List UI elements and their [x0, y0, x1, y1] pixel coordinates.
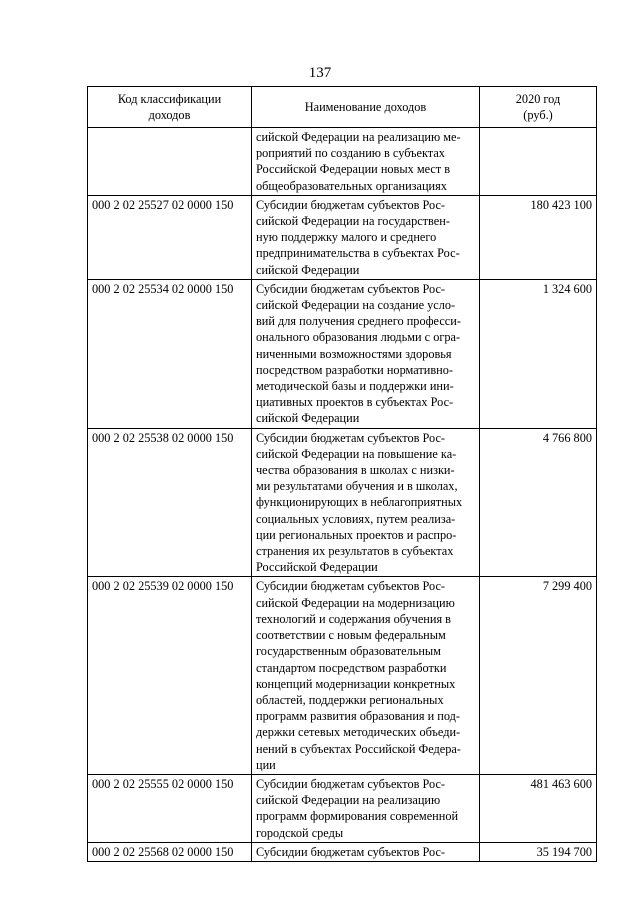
row-name-line: Российской Федерации — [256, 560, 378, 575]
header-code — [88, 87, 252, 128]
row-name-line: функционирующих в неблагоприятных — [256, 495, 463, 510]
row-amount: 4 766 800 — [480, 428, 597, 577]
table-row — [88, 195, 597, 279]
row-amount: 481 463 600 — [480, 774, 597, 842]
row-name-line: Субсидии бюджетам субъектов Рос- — [256, 844, 446, 859]
header-year-line-2: (руб.) — [523, 108, 553, 122]
row-amount: 1 324 600 — [480, 279, 597, 428]
row-code: 000 2 02 25527 02 0000 150 — [88, 195, 252, 279]
header-code-line-1: Код классификации — [117, 91, 222, 106]
row-name-line: ниченными возможностями здоровья — [256, 346, 452, 361]
row-code: 000 2 02 25534 02 0000 150 — [88, 279, 252, 428]
table-header-row — [88, 87, 597, 128]
row-name-line: Российской Федерации новых мест в — [256, 162, 451, 177]
row-name — [252, 774, 480, 842]
row-name-line: сийской Федерации на реализацию ме- — [256, 130, 461, 144]
row-name-line: Субсидии бюджетам субъектов Рос- — [256, 430, 446, 445]
header-code-line-2: доходов — [148, 108, 191, 122]
row-name-line: ную поддержку малого и среднего — [256, 230, 437, 245]
row-name-line: областей, поддержки региональных — [256, 692, 444, 707]
row-name-line: ции региональных проектов и распро- — [256, 527, 457, 542]
row-code — [88, 128, 252, 196]
row-name-line: Субсидии бюджетам субъектов Рос- — [256, 197, 446, 212]
header-year — [480, 87, 597, 128]
row-name-line: нений в субъектах Российской Федера- — [256, 741, 461, 756]
row-name-line: Субсидии бюджетам субъектов Рос- — [256, 776, 446, 791]
row-name-line: программ развития образования и под- — [256, 709, 461, 724]
row-name-line: государственным образовательным — [256, 644, 441, 659]
row-name — [252, 195, 480, 279]
table-row — [88, 428, 597, 577]
header-year-line-1: 2020 год — [515, 91, 561, 106]
row-name-line: программ формирования современной — [256, 809, 459, 824]
row-amount — [480, 128, 597, 196]
row-name-line: сийской Федерации на модернизацию — [256, 595, 455, 610]
row-name-line: городской среды — [256, 825, 344, 840]
row-amount: 7 299 400 — [480, 577, 597, 774]
page-number: 137 — [308, 65, 332, 81]
row-code: 000 2 02 25538 02 0000 150 — [88, 428, 252, 577]
row-name-line: социальных условиях, путем реализа- — [256, 511, 456, 526]
row-code: 000 2 02 25568 02 0000 150 — [88, 842, 252, 861]
row-name-line: вий для получения среднего професси- — [256, 314, 461, 329]
row-name-line: ми результатами обучения и в школах, — [256, 479, 458, 494]
row-name-line: сийской Федерации — [256, 411, 360, 426]
table-row — [88, 774, 597, 842]
row-name-line: Субсидии бюджетам субъектов Рос- — [256, 281, 446, 296]
row-name — [252, 577, 480, 774]
row-name — [252, 842, 480, 861]
row-name-line: концепций модернизации конкретных — [256, 676, 456, 691]
row-name — [252, 128, 480, 196]
row-name-line: сийской Федерации на создание усло- — [256, 298, 456, 313]
row-name-line: предпринимательства в субъектах Рос- — [256, 246, 460, 261]
row-amount: 35 194 700 — [480, 842, 597, 861]
row-name-line: сийской Федерации — [256, 262, 360, 277]
row-name-line: общеобразовательных организациях — [256, 178, 447, 193]
header-name — [252, 87, 480, 128]
row-name-line: Субсидии бюджетам субъектов Рос- — [256, 579, 446, 594]
row-name-line: ции — [256, 757, 276, 772]
table-row — [88, 128, 597, 196]
row-name-line: онального образования людьми с огра- — [256, 330, 461, 345]
row-name — [252, 428, 480, 577]
row-name-line: циативных проектов в субъектах Рос- — [256, 395, 454, 410]
table-row — [88, 842, 597, 861]
row-name-line: сийской Федерации на повышение ка- — [256, 446, 457, 461]
row-amount: 180 423 100 — [480, 195, 597, 279]
row-name-line: держки сетевых методических объеди- — [256, 725, 461, 740]
row-name — [252, 279, 480, 428]
table-row — [88, 577, 597, 774]
row-name-line: чества образования в школах с низки- — [256, 463, 455, 478]
row-name-line: посредством разработки нормативно- — [256, 362, 453, 377]
row-code: 000 2 02 25555 02 0000 150 — [88, 774, 252, 842]
row-name-line: стандартом посредством разработки — [256, 660, 447, 675]
row-name-line: соответствии с новым федеральным — [256, 628, 446, 643]
row-name-line: сийской Федерации на государствен- — [256, 214, 450, 229]
table-body — [88, 128, 597, 862]
row-name-line: странения их результатов в субъектах — [256, 544, 454, 559]
row-name-line: технологий и содержания обучения в — [256, 611, 451, 626]
row-name-line: сийской Федерации на реализацию — [256, 793, 441, 808]
revenue-table — [87, 86, 597, 862]
row-name-line: методической базы и поддержки ини- — [256, 379, 454, 394]
table-row — [88, 279, 597, 428]
row-code: 000 2 02 25539 02 0000 150 — [88, 577, 252, 774]
row-name-line: роприятий по созданию в субъектах — [256, 146, 445, 161]
header-name-text: Наименование доходов — [304, 99, 427, 114]
